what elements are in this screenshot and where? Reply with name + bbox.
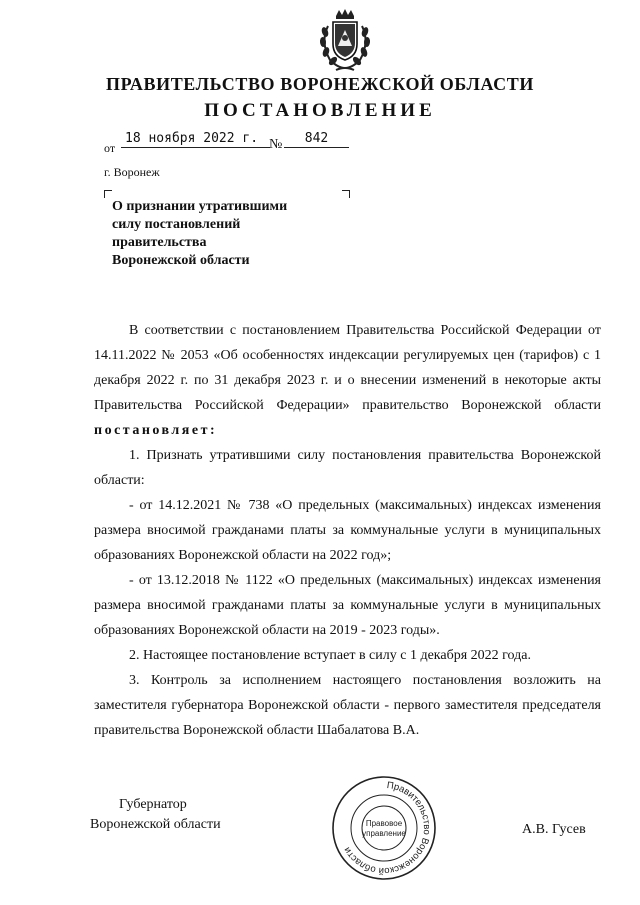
stamp-ring-text: Правительство Воронежской области: [341, 780, 433, 877]
government-title: ПРАВИТЕЛЬСТВО ВОРОНЕЖСКОЙ ОБЛАСТИ: [106, 74, 534, 94]
document-body: [94, 318, 601, 743]
signatory-post-line2: Воронежской области: [90, 817, 221, 832]
date-prefix: от: [104, 141, 116, 155]
stamp-center-line1: Правовое: [365, 819, 403, 828]
item-2: 2. Настоящее постановление вступает в силу с 1 декабря 2022 года.: [129, 648, 531, 663]
city: г. Воронеж: [104, 165, 160, 179]
item-1-a: - от 14.12.2021 № 738 «О предельных (максимальных) индексах изменения размера вносимой гражданами платы за коммунальные услуги в муниципальных образованиях Воронежской области на 2022 год»;: [94, 498, 601, 563]
heading-corner-right: [342, 190, 350, 198]
coat-of-arms-icon: [316, 8, 374, 74]
heading-corner-left: [104, 190, 112, 198]
document-number: 842: [284, 130, 349, 148]
heading-line: Воронежской области: [112, 253, 250, 268]
signatory-post-line1: Губернатор: [119, 797, 187, 812]
date-number-line: [104, 130, 354, 154]
document-heading: [112, 198, 342, 270]
document-type: ПОСТАНОВЛЕНИЕ: [204, 100, 436, 121]
decree-word: постановляет:: [94, 423, 218, 438]
heading-line: О признании утратившими: [112, 199, 288, 214]
preamble-paragraph: [94, 318, 601, 443]
signatory-name: А.В. Гусев: [522, 822, 586, 837]
heading-line: правительства: [112, 235, 207, 250]
number-sign: №: [269, 137, 283, 152]
stamp-center-line2: управление: [362, 829, 406, 838]
item-3: 3. Контроль за исполнением настоящего постановления возложить на заместителя губернатора Воронежской области - первого заместителя председателя правительства Воронежской области Шабалатова В.А.: [94, 673, 601, 738]
item-1: 1. Признать утратившими силу постановления правительства Воронежской области:: [94, 448, 601, 488]
item-1-b: - от 13.12.2018 № 1122 «О предельных (максимальных) индексах изменения размера вносимой гражданами платы за коммунальные услуги в муниципальных образованиях Воронежской области на 2019 - 2023 годы».: [94, 573, 601, 638]
official-stamp: [330, 774, 438, 882]
document-date: 18 ноября 2022 г.: [121, 130, 270, 148]
preamble-text: В соответствии с постановлением Правительства Российской Федерации от 14.11.2022 № 2053 «Об особенностях индексации регулируемых цен (тарифов) с 1 декабря 2022 г. по 31 декабря 2023 г. и о внесении изменений в некоторые акты Правительства Российской Федерации» правительство Воронежской области: [94, 323, 601, 413]
heading-line: силу постановлений: [112, 217, 241, 232]
